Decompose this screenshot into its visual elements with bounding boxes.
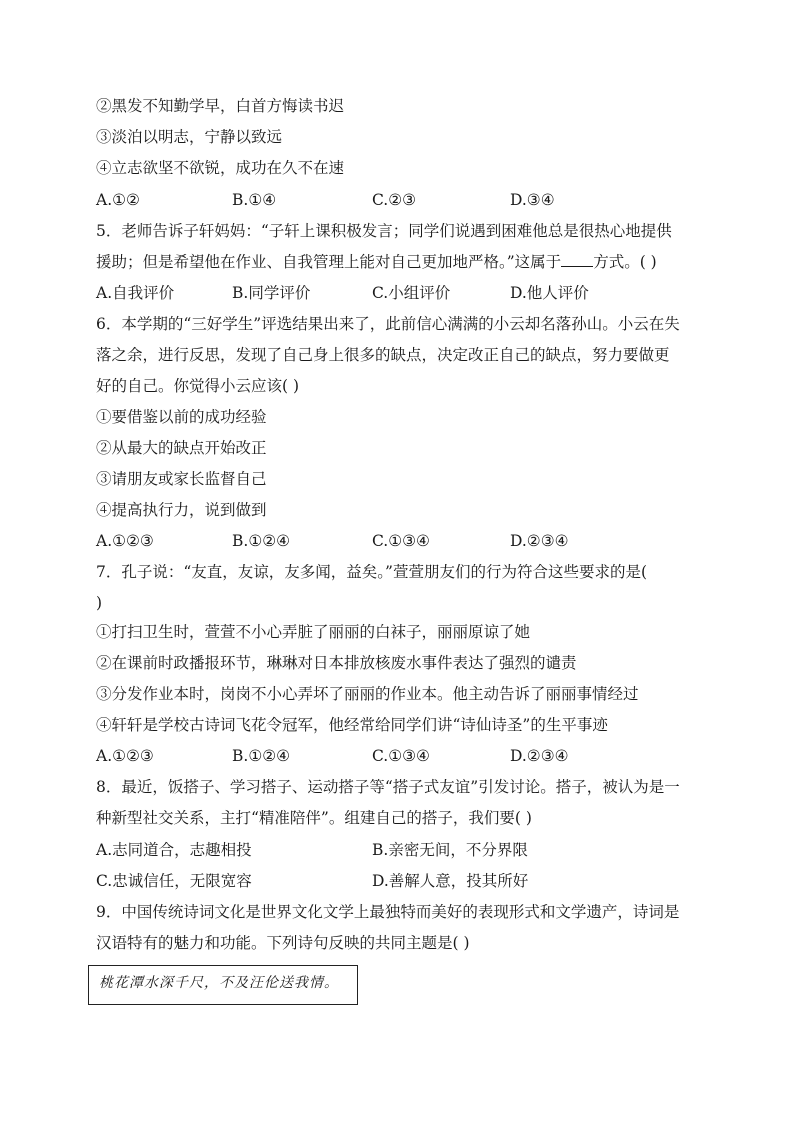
q7-option-c[interactable]: C.①③④ [372,747,430,765]
q5-stem-line-2 [96,251,706,273]
q9-poem-text: 桃花潭水深千尺，不及汪伦送我情。 [99,975,339,991]
q5-option-c[interactable]: C.小组评价 [372,284,451,302]
q4-item-3: ③淡泊以明志，宁静以致远 [96,128,283,146]
q6-option-d[interactable]: D.②③④ [510,532,569,550]
q6-option-b[interactable]: B.①②④ [232,532,291,550]
q7-option-b[interactable]: B.①②④ [232,747,291,765]
q7-item-1: ①打扫卫生时，萱萱不小心弄脏了丽丽的白袜子，丽丽原谅了她 [96,623,531,641]
q5-option-d[interactable]: D.他人评价 [510,284,589,302]
q4-item-4: ④立志欲坚不欲锐，成功在久不在速 [96,159,345,177]
q7-item-3: ③分发作业本时，岗岗不小心弄坏了丽丽的作业本。他主动告诉了丽丽事情经过 [96,685,639,703]
q9-stem-line-2: 汉语特有的魅力和功能。下列诗句反映的共同主题是( ) [96,934,470,952]
q7-options [96,745,706,767]
q6-item-2: ②从最大的缺点开始改正 [96,439,267,457]
q4-item-2: ②黑发不知勤学早，白首方悔读书迟 [96,97,345,115]
q6-item-3: ③请朋友或家长监督自己 [96,470,267,488]
q9-stem-line-1: 9．中国传统诗词文化是世界文化文学上最独特而美好的表现形式和文学遗产，诗词是 [96,903,680,921]
q6-item-4: ④提高执行力，说到做到 [96,501,267,519]
q4-option-d[interactable]: D.③④ [510,191,555,209]
q7-option-d[interactable]: D.②③④ [510,747,569,765]
q8-options-row-2 [96,870,706,892]
q7-item-4: ④轩轩是学校古诗词飞花令冠军，他经常给同学们讲“诗仙诗圣”的生平事迹 [96,716,608,734]
q5-options [96,282,706,304]
q6-option-c[interactable]: C.①③④ [372,532,430,550]
q5-option-a[interactable]: A.自我评价 [96,284,175,302]
q6-option-a[interactable]: A.①②③ [96,532,154,550]
q8-option-d[interactable]: D.善解人意，投其所好 [372,872,529,890]
q4-option-a[interactable]: A.①② [96,191,140,209]
q7-option-a[interactable]: A.①②③ [96,747,154,765]
q6-stem-line-2: 落之余，进行反思，发现了自己身上很多的缺点，决定改正自己的缺点，努力要做更 [96,346,670,364]
q9-poem-box [88,965,358,1005]
q8-stem-line-1: 8．最近，饭搭子、学习搭子、运动搭子等“搭子式友谊”引发讨论。搭子，被认为是一 [96,778,680,796]
q8-options-row-1 [96,839,706,861]
q6-options [96,530,706,552]
q5-option-b[interactable]: B.同学评价 [232,284,311,302]
q7-item-2: ②在课前时政播报环节，琳琳对日本排放核废水事件表达了强烈的谴责 [96,654,577,672]
q6-stem-line-3: 好的自己。你觉得小云应该( ) [96,377,300,395]
q7-stem-line-2: ) [96,594,103,612]
q8-stem-line-2: 种新型社交关系，主打“精准陪伴”。组建自己的搭子，我们要( ) [96,809,532,827]
q5-stem-text: 援助；但是希望他在作业、自我管理上能对自己更加地严格。”这属于 [96,253,562,271]
q5-stem-tail: 方式。( ) [593,253,657,271]
q6-item-1: ①要借鉴以前的成功经验 [96,408,267,426]
q5-answer-blank [561,252,593,267]
q8-option-a[interactable]: A.志同道合，志趣相投 [96,841,252,859]
q4-option-b[interactable]: B.①④ [232,191,277,209]
q5-stem-line-1: 5．老师告诉子轩妈妈：“子轩上课积极发言；同学们说遇到困难他总是很热心地提供 [96,222,672,240]
q6-stem-line-1: 6．本学期的“三好学生”评选结果出来了，此前信心满满的小云却名落孙山。小云在失 [96,315,680,333]
q8-option-b[interactable]: B.亲密无间，不分界限 [372,841,528,859]
q4-options [96,189,706,211]
q8-option-c[interactable]: C.忠诚信任，无限宽容 [96,872,252,890]
q4-option-c[interactable]: C.②③ [372,191,417,209]
q7-stem-line-1: 7．孔子说：“友直，友谅，友多闻，益矣。”萱萱朋友们的行为符合这些要求的是( [96,563,648,581]
